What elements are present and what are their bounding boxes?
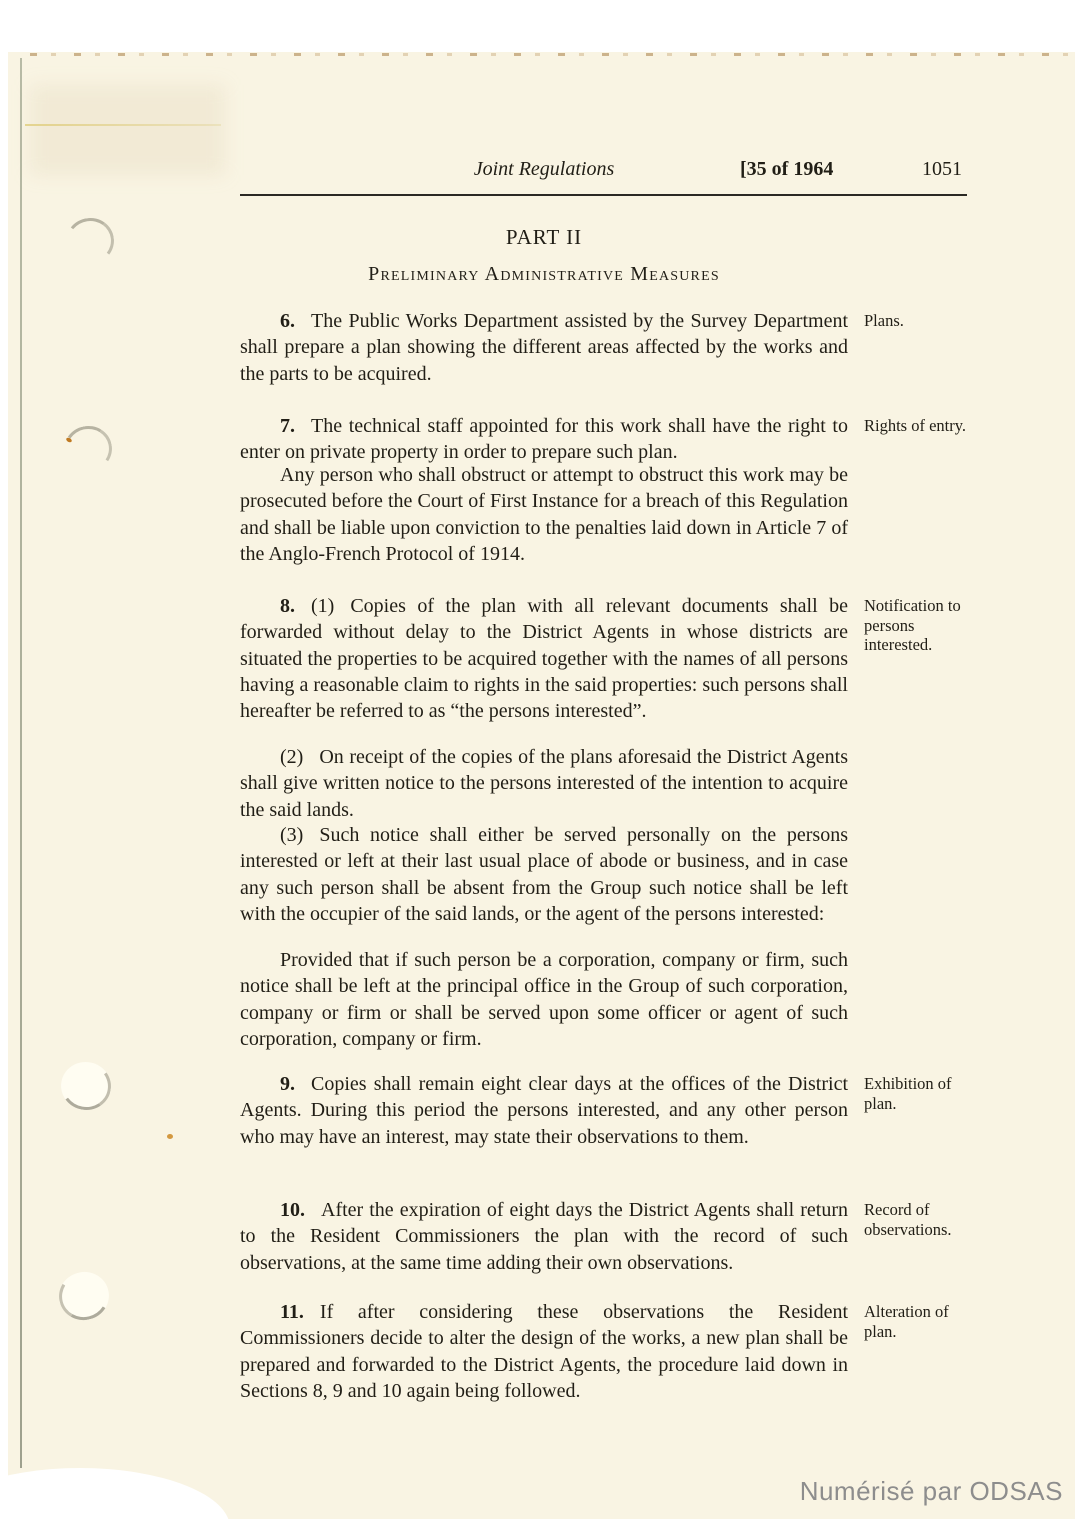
section-number: 6. — [280, 310, 295, 332]
paragraph-text: On receipt of the copies of the plans aforesaid the District Agents shall give written notice to the persons interested of the intention to acquire the said lands. — [240, 746, 848, 821]
margin-note-notification: Notification to persons interested. — [864, 596, 961, 654]
paragraph-text: Copies of the plan with all relevant documents shall be forwarded without delay to the District Agents in whose districts are situated the properties to be acquired together with the names of all persons having a reasonable claim to rights in the said properties: such persons shall hereafter be referred to as “the persons interested”. — [240, 595, 848, 723]
paper-top-edge-artifact — [30, 53, 1075, 56]
section-subtitle-heading: Preliminary Administrative Measures — [368, 263, 720, 285]
paragraph-section-6 — [240, 308, 848, 387]
subsection-number: (3) — [280, 824, 304, 846]
paragraph-section-7 — [240, 413, 848, 466]
margin-note-rights-of-entry: Rights of entry. — [864, 416, 967, 435]
running-header-title: Joint Regulations — [473, 158, 615, 180]
paragraph-section-7-continued — [240, 462, 848, 567]
paragraph-section-10 — [240, 1197, 848, 1276]
part-heading: PART II — [505, 225, 583, 249]
paragraph-section-8-2 — [240, 744, 848, 823]
section-number: 8. — [280, 595, 295, 617]
section-number: 10. — [280, 1199, 305, 1221]
paragraph-text: Provided that if such person be a corporation, company or firm, such notice shall be left at the principal office in the Group of such corporation, company or firm or shall be served upon some officer or agent of such corporation, company or firm. — [240, 949, 848, 1050]
paragraph-text: The technical staff appointed for this work shall have the right to enter on private property in order to prepare such plan. — [240, 415, 848, 464]
paragraph-section-8-1 — [240, 593, 848, 724]
section-number: 11. — [280, 1301, 304, 1323]
page-number: 1051 — [922, 158, 962, 180]
paragraph-text: Copies shall remain eight clear days at the offices of the District Agents. During this period the persons interested, and any other person who may have an interest, may state their observations to them. — [240, 1073, 848, 1148]
paragraph-text: If after considering these observations the Resident Commissioners decide to alter the design of the works, a new plan shall be prepared and forwarded to the District Agents, the procedure laid down in Sections 8, 9 and 10 again being followed. — [240, 1301, 848, 1402]
margin-note-exhibition: Exhibition of plan. — [864, 1074, 952, 1113]
section-number: 9. — [280, 1073, 295, 1095]
paragraph-text: Such notice shall either be served personally on the persons interested or left at their last usual place of abode or business, and in case any such person shall be absent from the Group such notice shall be left with the occupier of the said lands, or the agent of the persons interested: — [240, 824, 848, 925]
paper-crease-line — [25, 124, 221, 126]
ink-speck-mark — [167, 1134, 173, 1139]
paragraph-text: After the expiration of eight days the District Agents shall return to the Resident Commissioners the plan with the record of such observations, at the same time adding their own observations. — [240, 1199, 848, 1274]
section-number: 7. — [280, 415, 295, 437]
header-divider-rule — [240, 194, 967, 196]
margin-note-record: Record of observations. — [864, 1200, 952, 1239]
subsection-number: (2) — [280, 746, 304, 768]
paragraph-section-8-proviso — [240, 947, 848, 1052]
subsection-number: (1) — [311, 595, 335, 617]
running-header-citation: [35 of 1964 — [740, 158, 834, 180]
paragraph-section-8-3 — [240, 822, 848, 927]
digitization-watermark: Numérisé par ODSAS — [799, 1476, 1063, 1506]
paragraph-text: Any person who shall obstruct or attempt to obstruct this work may be prosecuted before the Court of First Instance for a breach of this Regulation and shall be liable upon conviction to the penalties laid down in Article 7 of the Anglo-French Protocol of 1914. — [240, 464, 848, 565]
paragraph-section-11 — [240, 1299, 848, 1404]
paragraph-text: The Public Works Department assisted by the Survey Department shall prepare a plan showing the different areas affected by the works and the parts to be acquired. — [240, 310, 848, 385]
paper-left-edge-line — [20, 58, 22, 1468]
paragraph-section-9 — [240, 1071, 848, 1150]
margin-note-alteration: Alteration of plan. — [864, 1302, 949, 1341]
margin-note-plans: Plans. — [864, 311, 904, 330]
paper-shading-artifact — [30, 85, 225, 175]
